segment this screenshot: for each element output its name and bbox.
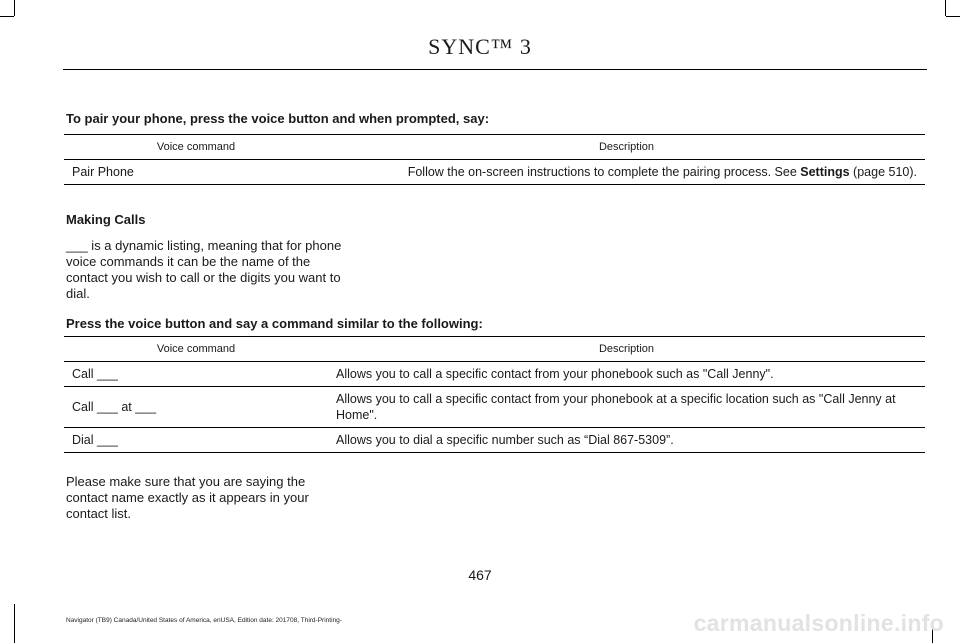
voice-command-cell: Dial ___ — [64, 428, 328, 453]
making-calls-paragraph: ___ is a dynamic listing, meaning that for phone voice commands it can be the name of the contact you wish to call or the digits you want to dial. — [66, 238, 342, 301]
table-row — [64, 387, 925, 428]
header-divider — [63, 69, 927, 70]
voice-command-cell: Call ___ at ___ — [64, 387, 328, 428]
description-cell: Allows you to call a specific contact from your phonebook such as "Call Jenny". — [328, 362, 925, 387]
page-number: 467 — [468, 567, 492, 583]
column-header-voice-command: Voice command — [64, 135, 328, 160]
contact-name-note: Please make sure that you are saying the contact name exactly as it appears in your contact list. — [66, 474, 309, 521]
description-cell: Allows you to dial a specific number such as “Dial 867-5309”. — [328, 428, 925, 453]
crop-mark — [0, 16, 14, 17]
table-header-row — [64, 337, 925, 362]
description-cell — [328, 160, 925, 185]
column-header-voice-command: Voice command — [64, 337, 328, 362]
description-cell: Allows you to call a specific contact from your phonebook at a specific location such as "Call Jenny at Home". — [328, 387, 925, 428]
crop-mark — [14, 604, 15, 643]
page-reference: (page 510). — [849, 165, 917, 179]
voice-command-cell: Pair Phone — [64, 160, 328, 185]
watermark-logo: carmanualsonline.info — [693, 610, 944, 636]
pairing-intro: To pair your phone, press the voice button and when prompted, say: — [66, 111, 490, 126]
table-header-row — [64, 135, 925, 160]
table-row — [64, 428, 925, 453]
pairing-command-table — [64, 134, 925, 185]
table-row — [64, 362, 925, 387]
crop-mark — [946, 16, 960, 17]
page-title: SYNC™ 3 — [428, 34, 532, 59]
voice-command-cell: Call ___ — [64, 362, 328, 387]
crop-mark — [14, 0, 15, 16]
column-header-description: Description — [328, 135, 925, 160]
table-row — [64, 160, 925, 185]
crop-mark — [945, 0, 946, 16]
making-calls-heading: Making Calls — [66, 212, 146, 227]
document-footer: Navigator (TB9) Canada/United States of America, enUSA, Edition date: 201708, Third-Printing- — [66, 617, 342, 624]
description-text: Follow the on-screen instructions to complete the pairing process. See — [407, 165, 801, 179]
call-commands-intro: Press the voice button and say a command similar to the following: — [66, 316, 483, 331]
column-header-description: Description — [328, 337, 925, 362]
call-command-table — [64, 336, 925, 453]
settings-link[interactable]: Settings — [800, 165, 850, 179]
